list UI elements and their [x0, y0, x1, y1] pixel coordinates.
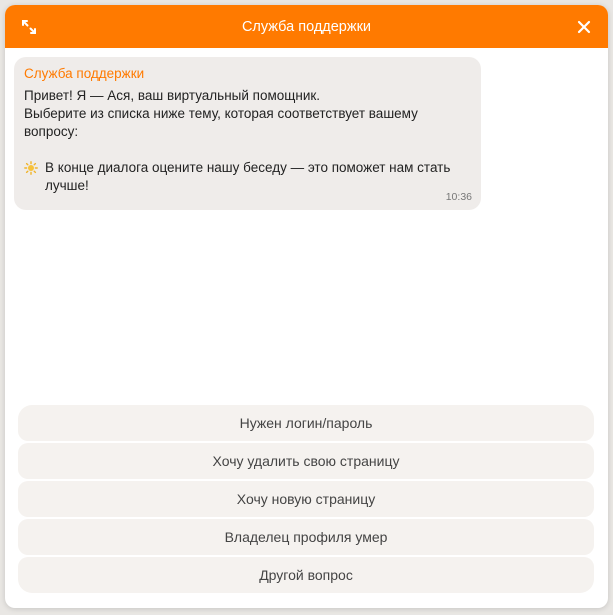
support-chat-widget — [5, 5, 608, 608]
message-sender: Служба поддержки — [24, 66, 145, 81]
chat-title: Служба поддержки — [241, 18, 372, 35]
quick-replies — [18, 405, 594, 595]
message-time: 10:36 — [445, 191, 472, 203]
quick-reply-other-question[interactable]: Другой вопрос — [18, 557, 594, 593]
quick-reply-owner-died[interactable]: Владелец профиля умер — [18, 519, 594, 555]
quick-reply-delete-page[interactable]: Хочу удалить свою страницу — [18, 443, 594, 479]
quick-reply-new-page[interactable]: Хочу новую страницу — [18, 481, 594, 517]
quick-reply-login-password[interactable]: Нужен логин/пароль — [18, 405, 594, 441]
expand-icon[interactable] — [19, 17, 39, 37]
message-note — [24, 159, 471, 195]
message-text: Привет! Я — Ася, ваш виртуальный помощник. Выберите из списка ниже тему, которая соответствует вашему вопросу: — [24, 88, 418, 139]
bot-message-bubble — [14, 57, 481, 210]
chat-header — [5, 5, 608, 48]
message-list — [5, 48, 608, 398]
close-icon[interactable] — [574, 17, 594, 37]
sun-emoji-icon — [24, 161, 38, 175]
note-text: В конце диалога оцените нашу беседу — это поможет нам стать лучше! — [45, 160, 451, 193]
